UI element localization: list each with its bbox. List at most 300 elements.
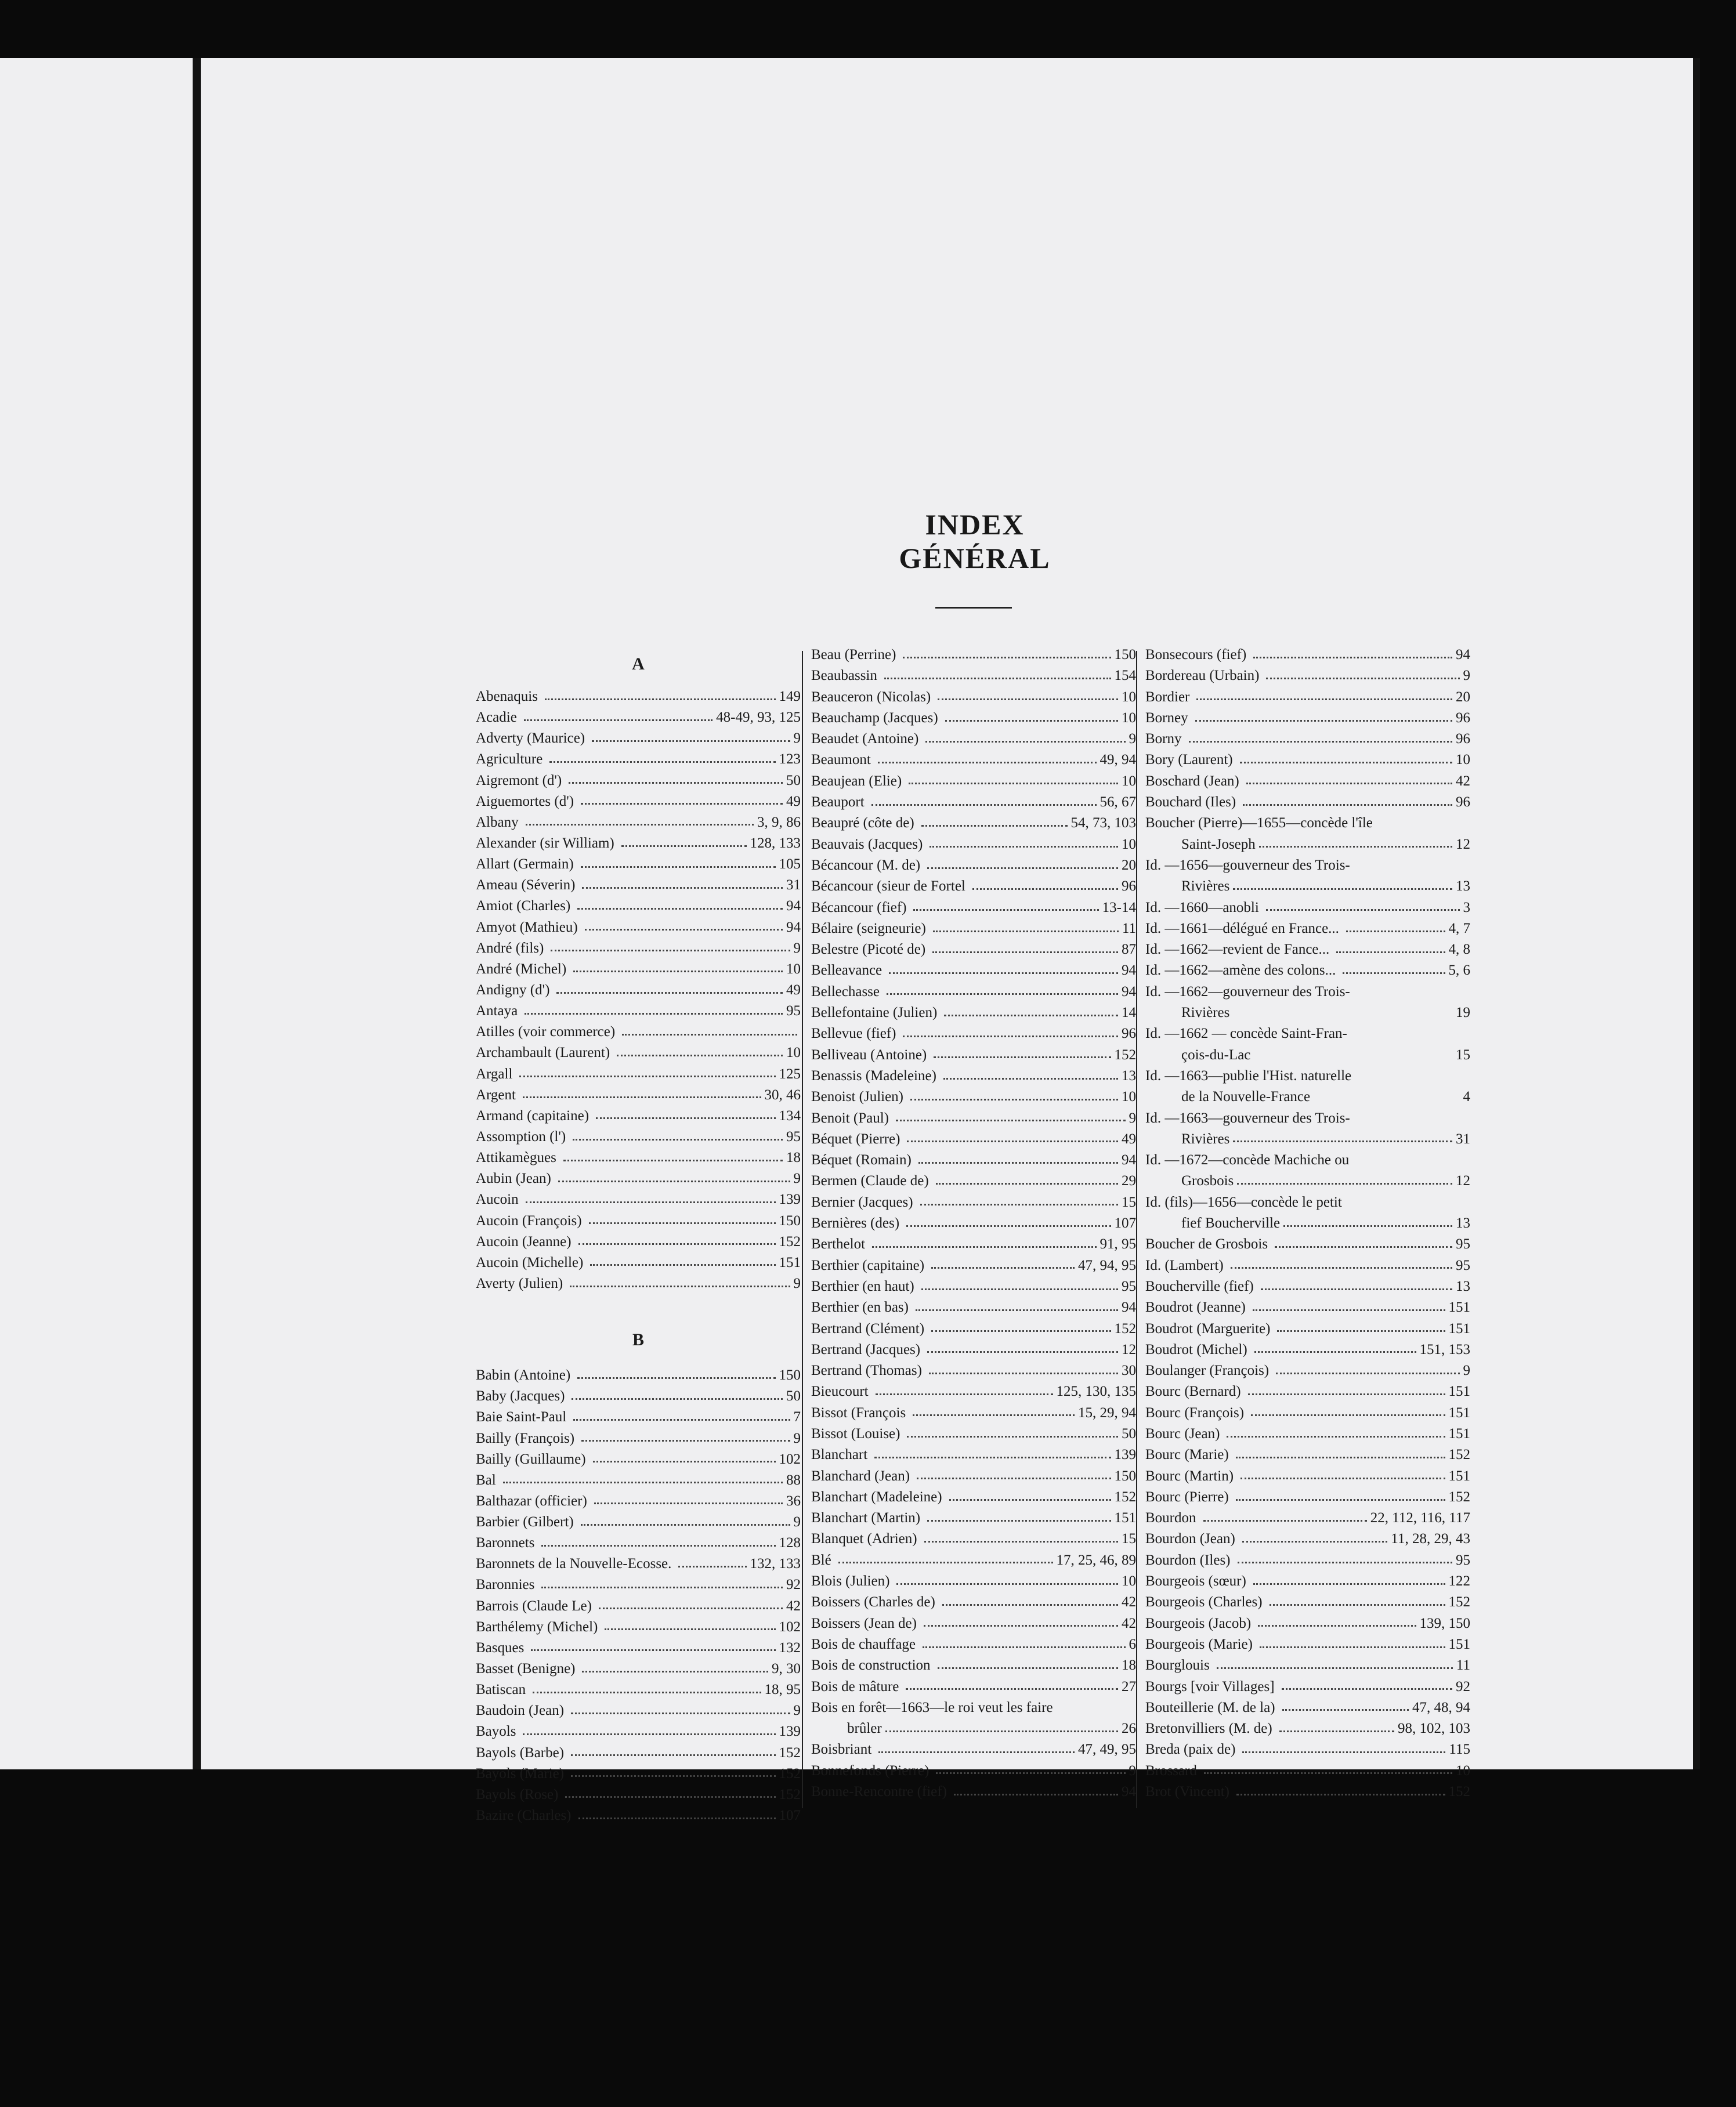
entry-term: Beaubassin bbox=[811, 668, 877, 684]
entry-pages: 19 bbox=[1456, 1005, 1470, 1021]
index-entry bbox=[1145, 1089, 1470, 1110]
entry-pages: 152 bbox=[779, 1765, 801, 1782]
entry-term: Baby (Jacques) bbox=[476, 1388, 565, 1404]
index-entry bbox=[476, 1535, 801, 1556]
leader-dots bbox=[1204, 1772, 1452, 1774]
entry-term: André (fils) bbox=[476, 940, 544, 956]
entry-term: Belestre (Picoté de) bbox=[811, 942, 926, 958]
leader-dots bbox=[938, 698, 1118, 700]
leader-dots bbox=[1238, 1562, 1453, 1563]
entry-pages: 13 bbox=[1122, 1067, 1136, 1084]
index-entry bbox=[476, 1640, 801, 1661]
index-entry bbox=[1145, 815, 1470, 836]
entry-pages: 10 bbox=[1122, 709, 1136, 726]
index-entry bbox=[811, 1342, 1136, 1363]
entry-term: Bal bbox=[476, 1472, 496, 1488]
entry-term: Béquet (Pierre) bbox=[811, 1131, 900, 1147]
entry-pages: 94 bbox=[1456, 647, 1470, 662]
index-entry bbox=[811, 815, 1136, 836]
index-entry bbox=[476, 1577, 801, 1598]
leader-dots bbox=[924, 1541, 1118, 1543]
entry-pages: 4, 8 bbox=[1448, 942, 1470, 958]
entry-pages: 9 bbox=[793, 940, 801, 956]
entry-term: Attikamègues bbox=[476, 1150, 556, 1166]
leader-dots bbox=[936, 1772, 1125, 1774]
leader-dots bbox=[1189, 741, 1453, 743]
entry-pages: 132 bbox=[779, 1639, 801, 1656]
index-entry bbox=[476, 1514, 801, 1535]
index-entry bbox=[811, 900, 1136, 921]
entry-pages: 107 bbox=[1114, 1215, 1136, 1232]
entry-pages: 11, 28, 29, 43 bbox=[1391, 1531, 1470, 1547]
entry-term: Bourglouis bbox=[1145, 1657, 1210, 1674]
entry-pages: 47, 94, 95 bbox=[1078, 1257, 1136, 1273]
index-entry bbox=[1145, 878, 1470, 899]
binding-fold bbox=[193, 58, 201, 1769]
index-entry bbox=[811, 1405, 1136, 1426]
index-entry bbox=[476, 1024, 801, 1045]
entry-pages: 92 bbox=[1456, 1678, 1470, 1695]
index-entry bbox=[811, 647, 1136, 668]
entry-term: Bécancour (sieur de Fortel bbox=[811, 878, 965, 895]
entry-pages: 48-49, 93, 125 bbox=[716, 709, 801, 726]
leader-dots bbox=[1240, 762, 1452, 763]
entry-pages: 9 bbox=[1129, 731, 1136, 747]
entry-term: Beaujean (Elie) bbox=[811, 773, 902, 789]
index-entry bbox=[811, 1152, 1136, 1173]
leader-dots bbox=[972, 888, 1118, 890]
leader-dots bbox=[874, 1457, 1111, 1458]
entry-pages: 88 bbox=[786, 1472, 801, 1488]
entry-pages: 94 bbox=[1122, 1784, 1136, 1800]
leader-dots bbox=[931, 1267, 1075, 1269]
leader-dots bbox=[887, 993, 1118, 995]
entry-term: Blois (Julien) bbox=[811, 1573, 890, 1590]
entry-term: Breda (paix de) bbox=[1145, 1742, 1236, 1758]
index-entry bbox=[811, 1637, 1136, 1657]
entry-pages: 125, 130, 135 bbox=[1056, 1384, 1136, 1400]
entry-term: Bailly (François) bbox=[476, 1430, 575, 1446]
page-title: INDEX GÉNÉRAL bbox=[899, 508, 1051, 574]
entry-pages: 42 bbox=[1456, 773, 1470, 789]
index-entry bbox=[811, 1594, 1136, 1615]
leader-dots bbox=[910, 1099, 1118, 1100]
leader-dots bbox=[585, 929, 783, 931]
entry-pages: 9 bbox=[793, 730, 801, 747]
entry-term: Bourc (Martin) bbox=[1145, 1468, 1234, 1484]
entry-term: Belliveau (Antoine) bbox=[811, 1047, 927, 1063]
entry-pages: 47, 48, 94 bbox=[1412, 1699, 1470, 1715]
entry-pages: 42 bbox=[1122, 1615, 1136, 1631]
leader-dots bbox=[1242, 1751, 1445, 1753]
entry-pages: 105 bbox=[779, 856, 801, 873]
leader-dots bbox=[1270, 1604, 1445, 1606]
entry-term: Andigny (d') bbox=[476, 982, 550, 998]
entry-pages: 36 bbox=[786, 1493, 801, 1509]
leader-dots bbox=[1203, 1520, 1367, 1522]
index-entry bbox=[476, 1682, 801, 1703]
section-letter: A bbox=[632, 654, 645, 674]
entry-term: Bertrand (Jacques) bbox=[811, 1341, 921, 1357]
leader-dots bbox=[906, 1225, 1111, 1227]
leader-dots bbox=[925, 741, 1125, 743]
entry-pages: 152 bbox=[779, 1744, 801, 1761]
entry-term: Baronnets bbox=[476, 1535, 535, 1551]
entry-term: Beauvais (Jacques) bbox=[811, 836, 923, 852]
entry-pages: 13 bbox=[1456, 1278, 1470, 1294]
entry-term: Archambault (Laurent) bbox=[476, 1045, 610, 1061]
index-entry bbox=[1145, 1026, 1470, 1047]
index-entry bbox=[811, 689, 1136, 710]
entry-pages: 95 bbox=[1122, 1278, 1136, 1294]
entry-pages: 4 bbox=[1463, 1089, 1470, 1105]
index-entry bbox=[1145, 1279, 1470, 1299]
leader-dots bbox=[878, 762, 1097, 763]
leader-dots bbox=[903, 1036, 1118, 1037]
entry-term: Allart (Germain) bbox=[476, 856, 574, 873]
entry-pages: 115 bbox=[1449, 1742, 1470, 1758]
entry-term: Blanchart (Martin) bbox=[811, 1510, 921, 1526]
entry-term: Bouchard (Iles) bbox=[1145, 794, 1236, 810]
entry-pages: 96 bbox=[1122, 1026, 1136, 1042]
leader-dots bbox=[930, 846, 1118, 848]
entry-pages: 49 bbox=[1122, 1131, 1136, 1147]
index-entry bbox=[811, 731, 1136, 752]
index-entry bbox=[811, 1721, 1136, 1742]
entry-term: Bonne-Rencontre (fief) bbox=[811, 1784, 947, 1800]
entry-term: Borny bbox=[1145, 731, 1182, 747]
index-entry bbox=[1145, 921, 1470, 942]
index-entry bbox=[1145, 1110, 1470, 1131]
leader-dots bbox=[1236, 1457, 1445, 1458]
leader-dots bbox=[1231, 1267, 1452, 1269]
entry-term: Blé bbox=[811, 1552, 831, 1568]
title-rule bbox=[935, 607, 1012, 609]
index-entry bbox=[476, 856, 801, 877]
index-entry bbox=[1145, 1405, 1470, 1426]
leader-dots bbox=[581, 803, 783, 805]
entry-term: Brot (Vincent) bbox=[1145, 1784, 1229, 1800]
entry-term: Bayols (Rose) bbox=[476, 1786, 559, 1802]
entry-term: fief Boucherville bbox=[1181, 1215, 1281, 1232]
entry-term: Boulanger (François) bbox=[1145, 1363, 1270, 1379]
entry-pages: 150 bbox=[1114, 647, 1136, 662]
leader-dots bbox=[1254, 1351, 1416, 1353]
leader-dots bbox=[571, 1775, 775, 1777]
leader-dots bbox=[1336, 951, 1445, 953]
entry-term: Bois de mâture bbox=[811, 1678, 899, 1695]
leader-dots bbox=[565, 1796, 775, 1798]
entry-term: Aucoin bbox=[476, 1192, 519, 1208]
entry-pages: 12 bbox=[1456, 1173, 1470, 1189]
index-entry bbox=[811, 668, 1136, 689]
entry-pages: 152 bbox=[1114, 1489, 1136, 1505]
index-entry bbox=[811, 1510, 1136, 1531]
entry-term: Albany bbox=[476, 814, 519, 830]
entry-term: Bazire (Charles) bbox=[476, 1808, 572, 1824]
leader-dots bbox=[896, 1120, 1125, 1121]
entry-term: Boucher (Pierre)—1655—concède l'île bbox=[1145, 815, 1373, 831]
entry-pages: 134 bbox=[779, 1107, 801, 1124]
entry-pages: 9 bbox=[793, 1275, 801, 1291]
index-entry bbox=[476, 689, 801, 709]
leader-dots bbox=[526, 824, 754, 826]
leader-dots bbox=[1242, 1541, 1388, 1543]
entry-term: Beaumont bbox=[811, 752, 871, 768]
leader-dots bbox=[572, 1398, 783, 1400]
index-entry bbox=[476, 1150, 801, 1171]
entry-pages: 10 bbox=[786, 1045, 801, 1061]
entry-pages: 9 bbox=[1463, 668, 1470, 684]
entry-pages: 150 bbox=[1114, 1468, 1136, 1484]
index-entry bbox=[811, 1068, 1136, 1089]
leader-dots bbox=[889, 972, 1118, 974]
leader-dots bbox=[678, 1566, 746, 1567]
leader-dots bbox=[916, 1309, 1118, 1311]
entry-term: Amiot (Charles) bbox=[476, 898, 571, 914]
leader-dots bbox=[1259, 846, 1452, 848]
entry-term: Baie Saint-Paul bbox=[476, 1409, 567, 1425]
leader-dots bbox=[596, 1117, 775, 1119]
leader-dots bbox=[593, 1461, 776, 1462]
leader-dots bbox=[1217, 1667, 1453, 1669]
entry-term: Boudrot (Jeanne) bbox=[1145, 1299, 1246, 1316]
index-entry bbox=[476, 1108, 801, 1129]
entry-pages: 150 bbox=[779, 1367, 801, 1384]
leader-dots bbox=[573, 1419, 790, 1421]
entry-pages: 6 bbox=[1129, 1636, 1136, 1652]
index-entry bbox=[476, 1808, 801, 1829]
leader-dots bbox=[945, 720, 1118, 722]
entry-term: Barthélemy (Michel) bbox=[476, 1619, 598, 1635]
index-entry bbox=[1145, 962, 1470, 983]
entry-pages: 94 bbox=[1122, 1299, 1136, 1316]
index-entry bbox=[1145, 1531, 1470, 1552]
entry-term: Bieucourt bbox=[811, 1384, 869, 1400]
entry-pages: 96 bbox=[1122, 878, 1136, 895]
index-entry bbox=[476, 1234, 801, 1255]
entry-term: Bellechasse bbox=[811, 983, 880, 1000]
leader-dots bbox=[942, 1604, 1118, 1606]
leader-dots bbox=[594, 1503, 783, 1504]
index-entry bbox=[811, 1616, 1136, 1637]
entry-term: Berthier (en haut) bbox=[811, 1278, 914, 1294]
entry-pages: 87 bbox=[1122, 942, 1136, 958]
entry-pages: 151 bbox=[779, 1254, 801, 1270]
leader-dots bbox=[885, 1731, 1118, 1732]
leader-dots bbox=[927, 1351, 1118, 1353]
entry-term: Id. —1662—revient de Fance... bbox=[1145, 942, 1330, 958]
leader-dots bbox=[1282, 1709, 1409, 1711]
entry-term: Boissers (Charles de) bbox=[811, 1594, 935, 1610]
entry-pages: 96 bbox=[1456, 794, 1470, 810]
leader-dots bbox=[605, 1628, 775, 1630]
index-entry bbox=[811, 773, 1136, 794]
entry-term: Bayols (Marie) bbox=[476, 1765, 565, 1782]
entry-term: Basques bbox=[476, 1639, 525, 1656]
leader-dots bbox=[569, 782, 783, 784]
leader-dots bbox=[1233, 888, 1452, 890]
entry-pages: 30 bbox=[1122, 1363, 1136, 1379]
leader-dots bbox=[1196, 698, 1452, 700]
leader-dots bbox=[1227, 1436, 1445, 1438]
leader-dots bbox=[581, 866, 776, 868]
index-entry bbox=[1145, 773, 1470, 794]
entry-term: Bourdon (Jean) bbox=[1145, 1531, 1235, 1547]
leader-dots bbox=[1279, 1731, 1394, 1732]
index-column-1 bbox=[476, 647, 801, 1829]
entry-term: Bordereau (Urbain) bbox=[1145, 668, 1260, 684]
leader-dots bbox=[523, 1733, 775, 1735]
index-entry bbox=[476, 877, 801, 898]
leader-dots bbox=[909, 783, 1118, 784]
leader-dots bbox=[924, 1625, 1118, 1627]
entry-term: Boissers (Jean de) bbox=[811, 1615, 917, 1631]
entry-term: Id. (fils)—1656—concède le petit bbox=[1145, 1194, 1342, 1210]
entry-term: Bonnefonds (Pierre) bbox=[811, 1762, 930, 1779]
entry-term: Bourgeois (Charles) bbox=[1145, 1594, 1263, 1610]
entry-term: Argent bbox=[476, 1087, 516, 1103]
index-entry bbox=[1145, 1005, 1470, 1026]
leader-dots bbox=[1261, 1288, 1452, 1290]
index-entry bbox=[811, 1026, 1136, 1047]
entry-pages: 102 bbox=[779, 1451, 801, 1467]
index-entry bbox=[476, 1745, 801, 1766]
index-entry bbox=[476, 1213, 801, 1234]
entry-pages: 151 bbox=[1448, 1384, 1470, 1400]
leader-dots bbox=[936, 1183, 1118, 1185]
index-entry bbox=[476, 1556, 801, 1577]
index-entry bbox=[1145, 1047, 1470, 1068]
entry-term: Atilles (voir commerce) bbox=[476, 1024, 616, 1040]
entry-pages: 42 bbox=[1122, 1594, 1136, 1610]
leader-dots bbox=[1253, 657, 1452, 658]
entry-pages: 50 bbox=[1122, 1425, 1136, 1442]
index-entry bbox=[476, 1598, 801, 1619]
index-entry bbox=[811, 1089, 1136, 1110]
index-entry bbox=[476, 1192, 801, 1212]
entry-pages: 20 bbox=[1456, 689, 1470, 705]
index-entry bbox=[476, 1431, 801, 1451]
entry-term: Beauport bbox=[811, 794, 865, 810]
index-entry bbox=[1145, 710, 1470, 731]
entry-term: Id. —1660—anobli bbox=[1145, 899, 1259, 915]
entry-pages: 9, 30 bbox=[772, 1661, 801, 1677]
entry-term: Belleavance bbox=[811, 962, 883, 979]
leader-dots bbox=[927, 867, 1118, 869]
index-entry bbox=[476, 1066, 801, 1087]
leader-dots bbox=[876, 1393, 1053, 1395]
index-entry bbox=[811, 1742, 1136, 1762]
entry-pages: 10 bbox=[1122, 773, 1136, 789]
entry-pages: 47, 49, 95 bbox=[1078, 1742, 1136, 1758]
index-entry bbox=[1145, 689, 1470, 710]
entry-term: Bourgs [voir Villages] bbox=[1145, 1678, 1275, 1695]
leader-dots bbox=[599, 1608, 783, 1609]
entry-term: Id. —1672—concède Machiche ou bbox=[1145, 1152, 1350, 1168]
entry-pages: 139 bbox=[1114, 1447, 1136, 1463]
entry-pages: 151 bbox=[1448, 1404, 1470, 1421]
entry-term: Béquet (Romain) bbox=[811, 1152, 912, 1168]
section-letter: B bbox=[632, 1330, 644, 1350]
entry-term: Boschard (Jean) bbox=[1145, 773, 1239, 789]
entry-term: Amyot (Mathieu) bbox=[476, 919, 578, 935]
entry-pages: 56, 67 bbox=[1100, 794, 1136, 810]
entry-term: Beau (Perrine) bbox=[811, 647, 896, 662]
entry-term: Boucher de Grosbois bbox=[1145, 1236, 1268, 1252]
entry-pages: 152 bbox=[1448, 1447, 1470, 1463]
index-entry bbox=[1145, 984, 1470, 1005]
leader-dots bbox=[954, 1794, 1118, 1795]
entry-term: Saint-Joseph bbox=[1181, 836, 1256, 852]
index-entry bbox=[1145, 1152, 1470, 1173]
leader-dots bbox=[549, 761, 775, 763]
entry-pages: 132, 133 bbox=[750, 1556, 801, 1572]
index-entry bbox=[1145, 1742, 1470, 1762]
index-entry bbox=[1145, 942, 1470, 962]
leader-dots bbox=[592, 740, 790, 742]
leader-dots bbox=[519, 1076, 775, 1077]
leader-dots bbox=[578, 1243, 776, 1245]
leader-dots bbox=[503, 1482, 783, 1483]
leader-dots bbox=[582, 1671, 768, 1672]
index-entry bbox=[811, 1173, 1136, 1194]
index-entry bbox=[476, 1472, 801, 1493]
index-entry bbox=[476, 1003, 801, 1024]
entry-pages: 18 bbox=[786, 1150, 801, 1166]
index-entry bbox=[811, 710, 1136, 731]
leader-dots bbox=[949, 1499, 1111, 1501]
entry-pages: 95 bbox=[786, 1128, 801, 1145]
index-entry bbox=[811, 921, 1136, 942]
entry-term: Aucoin (Michelle) bbox=[476, 1254, 584, 1270]
entry-term: de la Nouvelle-France bbox=[1181, 1089, 1311, 1105]
entry-pages: 15 bbox=[1122, 1194, 1136, 1210]
index-entry bbox=[811, 1047, 1136, 1068]
index-entry bbox=[811, 1531, 1136, 1552]
leader-dots bbox=[556, 992, 783, 994]
index-entry bbox=[811, 942, 1136, 962]
entry-term: Brossard bbox=[1145, 1762, 1197, 1779]
entry-pages: 91, 95 bbox=[1100, 1236, 1136, 1252]
entry-term: Argall bbox=[476, 1066, 513, 1082]
entry-term: Antaya bbox=[476, 1003, 518, 1019]
entry-pages: 12 bbox=[1456, 836, 1470, 852]
leader-dots bbox=[551, 950, 790, 951]
entry-pages: 3 bbox=[1463, 899, 1470, 915]
entry-term: Aigremont (d') bbox=[476, 772, 562, 788]
entry-pages: 151 bbox=[1448, 1468, 1470, 1484]
leader-dots bbox=[872, 1246, 1096, 1248]
entry-pages: 10 bbox=[1456, 752, 1470, 768]
leader-dots bbox=[581, 1524, 790, 1526]
entry-pages: 20 bbox=[1122, 857, 1136, 873]
entry-pages: 94 bbox=[1122, 962, 1136, 979]
entry-term: Bourc (François) bbox=[1145, 1404, 1245, 1421]
leader-dots bbox=[931, 1330, 1111, 1332]
entry-pages: 9 bbox=[793, 1703, 801, 1719]
entry-term: Benassis (Madeleine) bbox=[811, 1067, 936, 1084]
index-entry bbox=[811, 1447, 1136, 1468]
entry-term: Abenaquis bbox=[476, 689, 538, 704]
leader-dots bbox=[621, 845, 747, 847]
entry-term: Beauchamp (Jacques) bbox=[811, 709, 938, 726]
index-entry bbox=[476, 814, 801, 835]
entry-pages: 94 bbox=[786, 919, 801, 935]
index-entry bbox=[1145, 1384, 1470, 1404]
index-entry bbox=[1145, 1489, 1470, 1510]
index-entry bbox=[1145, 1236, 1470, 1257]
